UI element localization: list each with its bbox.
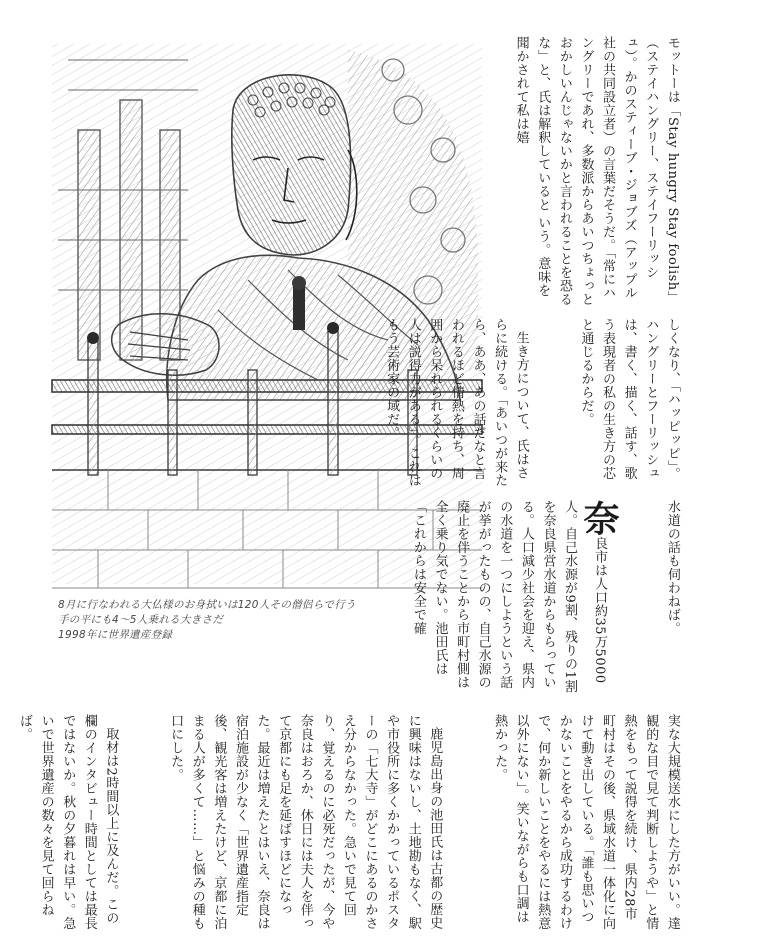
paragraph-water-lead: 水道の話も伺わねば。 <box>664 500 680 635</box>
caption-line: 手の平にも4〜5人乗れる大きさだ <box>58 614 224 626</box>
paragraph-water-conclusion: 実な大規模送水にした方がいい。達観的な目で見て判断しようや」と情熱をもって説得を続け、県内28市町村はその後、県域水道一体化に向けて動き出している。「誰も思いつかないことをやるから成功するわけで、何か新しいことをやるには熱意以外にない」。笑いながらも口調は熱かった。 <box>492 714 680 930</box>
paragraph-interview: 取材は2時間以上に及んだ。この欄のインタビュー時間としては最長ではないか。秋の夕暮れは早い。急いで世界遺産の数々を見て回らねば。 <box>17 714 119 930</box>
upper-text-block-3 <box>410 500 726 700</box>
paragraph-kagoshima: 鹿児島出身の池田氏は古都の歴史に興味はないし、土地勘もなく、駅や市役所に多くかかっているポスターの「七大寺」がどこにあるのかさえ分からなかった。急いで見て回り、覚えるのに必死だったが、今や奈良はおろか、休日には夫人を伴って京都にも足を延ばすほどになった。最近は増えたとはいえ、奈良は宿泊施設が少なく「世界遺産指定後、観光客は増えたけど、京都に泊まる人が多くて……」と悩みの種も口にした。 <box>168 714 443 930</box>
lower-text-block <box>17 714 726 934</box>
upper-text-block-1 <box>494 36 726 306</box>
paragraph-nara-population <box>407 500 621 700</box>
paragraph-way-of-life: 生き方について、氏はさらに続ける。「あいつが来たら、ああ、あの話だなと言われるほど情熱を持ち、周囲から呆れられるくらいの人は説得力がある」。これはもう芸術家の域だ。 <box>384 318 529 487</box>
upper-text-block-2 <box>384 318 726 488</box>
caption-line: 8月に行なわれる大仏様のお身拭いは120人その僧侶らで行う <box>58 599 356 611</box>
paragraph-hungry: しくなり、「ハッピッピ」。ハングリーとフーリッシュは、書く、描く、話す、歌う表現者の私の生き方の芯と通じるからだ。 <box>578 318 680 481</box>
paragraph-nara-body: 良市は人口約35万5000人。自己水源が9割、残りの1割を奈良県営水道からもらっている。人口減少社会を迎え、県内の水道を一つにしようという話が挙がったものの、自己水源の廃止を伴うことから市町村側は全く乗り気でない。池田氏は「これからは安全で確 <box>410 500 608 694</box>
dropcap-nara: 奈 <box>578 500 621 537</box>
caption-line: 1998年に世界遺産登録 <box>58 629 173 641</box>
paragraph-motto: モットーは「Stay hungry Stay foolish」（ステイハングリー、ステイフーリッシュ）。かのスティーブ・ジョブズ（アップル社の共同設立者）の言葉だそうだ。「常にハングリーであれ、多数派からあいつちょっとおかしいんじゃないかと言われることを恐るな」と、氏は解釈していると いう。意味を聞かされて私は嬉 <box>513 36 680 306</box>
